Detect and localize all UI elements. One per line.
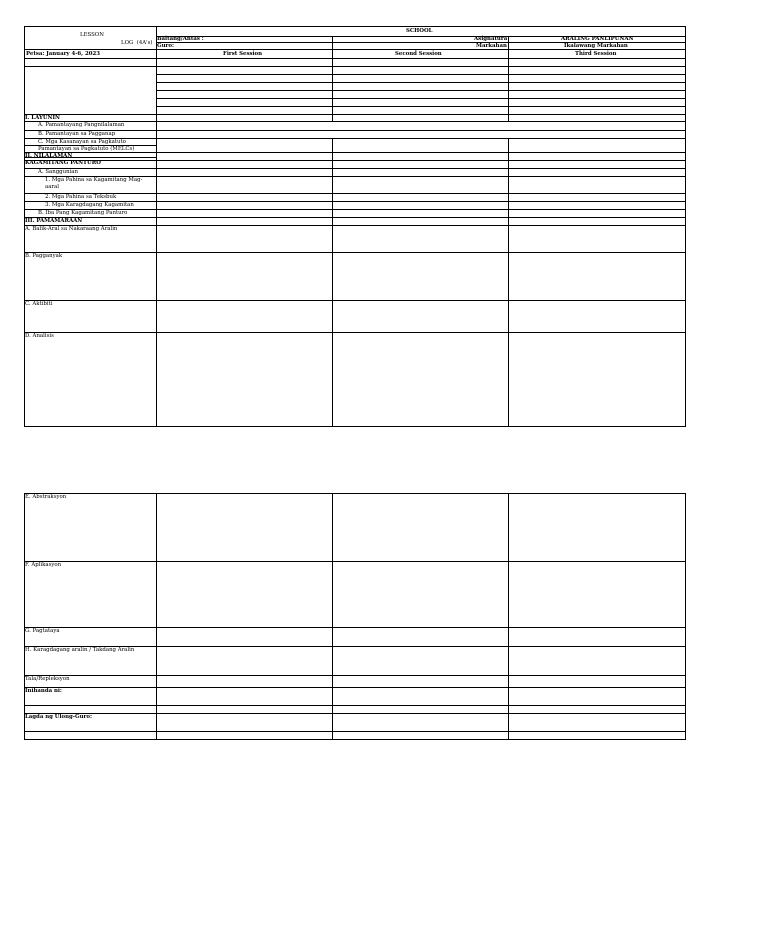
row-divider [24,168,686,169]
quarter-value: Ikalawang Markahan [564,43,628,49]
row-divider [24,130,686,131]
row-divider [156,106,686,107]
row-label-abstraksyon: E. Abstraksyon [25,494,67,500]
session-header-2: Second Session [395,51,442,57]
column-divider [508,138,509,426]
column-divider [332,493,333,740]
row-divider [24,58,686,59]
row-divider [156,90,686,91]
table-border [24,493,686,494]
column-divider [156,26,157,426]
row-label-lagda: Lagda ng Ulong-Guro: [25,714,92,720]
row-divider [24,300,686,301]
row-label-balik-aral: A. Balik-Aral sa Nakaraang Aralin [25,226,118,232]
row-label-pamamaraan: III. PAMAMARAAN [25,218,83,224]
row-divider [156,74,686,75]
row-label-pahina-teksbuk: 2. Mga Pahina sa Teksbuk [45,194,117,200]
row-label-pahina-gabay-cont: aaral [45,184,59,190]
row-label-tala: Tala/Repleksyon [25,676,70,682]
table-border [24,26,686,27]
row-divider [24,160,686,161]
row-label-takdang-aralin: H. Karagdagang aralin / Takdang Aralin [25,647,135,653]
teacher-label: Guro: [157,43,174,49]
row-label-layunin: I. LAYUNIN [25,115,60,121]
lesson-label: LESSON [80,32,104,38]
row-label-kasanayan: C. Mga Kasanayan sa Pagkatuto [38,139,126,145]
row-label-kagamitan: KAGAMITANG PANTURO [25,160,101,166]
row-label-sanggunian: A. Sanggunian [38,169,78,175]
session-header-1: First Session [223,51,263,57]
row-label-karagdagang-kagamitan: 3. Mga Karagdagang Kagamitan [45,202,134,208]
session-header-3: Third Session [575,51,617,57]
row-divider [24,332,686,333]
quarter-label: Markahan [476,43,507,49]
row-divider [24,66,686,67]
row-divider [24,193,686,194]
row-label-inihanda: Inihanda ni: [25,688,62,694]
column-divider [332,138,333,426]
row-divider [24,731,686,732]
row-label-aplikasyon: F. Aplikasyon [25,562,62,568]
row-label-melcs: Pamantayan sa Pagkatuto (MELCs) [38,146,135,152]
row-divider [24,217,686,218]
row-label-aktibiti: C. Aktibiti [25,301,53,307]
table-border [685,493,686,740]
row-label-pamantayan-pagganap: B. Pamantayan sa Pagganap [38,131,116,137]
row-divider [24,49,686,50]
row-divider [156,98,686,99]
row-label-analisis: D. Analisis [25,333,54,339]
row-divider [24,627,686,628]
row-label-nilalaman: II. NILALAMAN [25,153,73,159]
row-label-pagganyak: B. Pagganyak [25,253,63,259]
row-divider [24,687,686,688]
row-divider [24,675,686,676]
subject-label: Asignatura [474,36,508,42]
row-label-pamantayang-pangnilalaman: A. Pamantayang Pangnilalaman [38,122,125,128]
column-divider [156,493,157,740]
row-divider [24,225,686,226]
row-divider [24,252,686,253]
table-border [24,493,25,740]
row-divider [156,82,686,83]
subject-value: ARALING PANLIPUNAN [561,36,634,42]
table-border [24,426,686,427]
school-label: SCHOOL [406,28,433,34]
row-label-pagtataya: G. Pagtataya [25,628,60,634]
row-divider [24,114,686,115]
row-divider [24,713,686,714]
row-divider [24,561,686,562]
table-border [24,739,686,740]
row-label-iba-pang: B. Iba Pang Kagamitang Panturo [38,210,128,216]
log-label: LOG (4A's) [121,40,153,46]
date-label: Petsa: January 4-6, 2023 [26,51,100,57]
column-divider [508,493,509,740]
row-divider [24,152,686,153]
grade-label: Baitang/Antas : [157,36,204,42]
table-border [685,26,686,426]
row-label-pahina-gabay: 1. Mga Pahina sa Kagamitang Mag- [45,177,143,183]
row-divider [24,705,686,706]
